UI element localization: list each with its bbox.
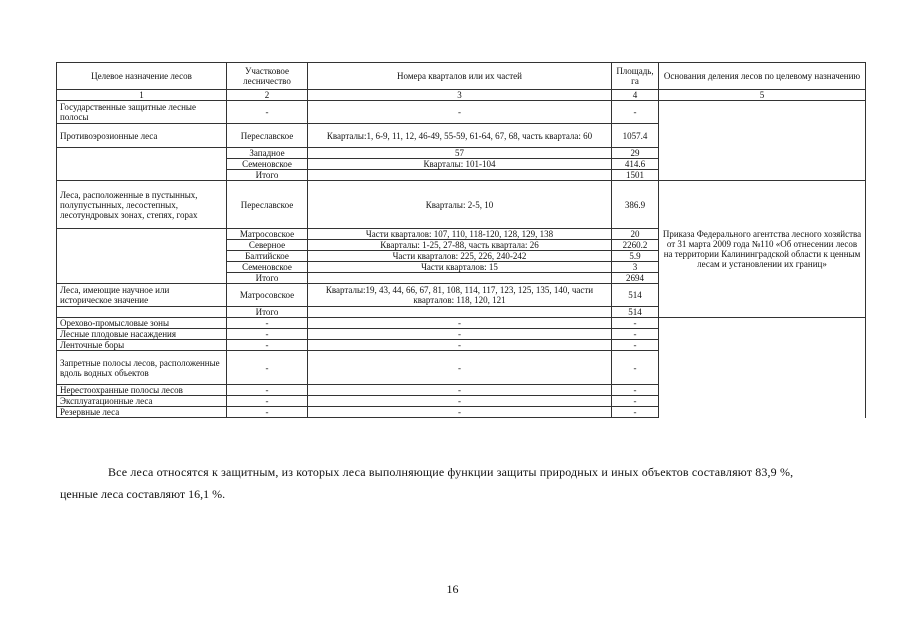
quarters-cell: Кварталы: 2-5, 10	[308, 181, 612, 229]
district-cell: Итого	[227, 307, 308, 318]
header-area: Площадь, га	[612, 63, 659, 90]
district-cell: Западное	[227, 148, 308, 159]
summary-paragraph	[60, 465, 868, 479]
page-number: 16	[446, 582, 459, 596]
header-basis: Основания деления лесов по целевому назначению	[659, 63, 866, 90]
area-cell: 386.9	[612, 181, 659, 229]
quarters-cell: -	[308, 385, 612, 396]
district-cell: -	[227, 351, 308, 385]
table-row	[57, 340, 866, 351]
area-cell: -	[612, 407, 659, 418]
area-cell: 1057.4	[612, 124, 659, 148]
purpose-cell: Государственные защитные лесные полосы	[57, 101, 227, 124]
purpose-cell: Эксплуатационные леса	[57, 396, 227, 407]
quarters-cell: Кварталы:19, 43, 44, 66, 67, 81, 108, 114, 117, 123, 125, 135, 140, части кварталов: 118, 120, 121	[308, 284, 612, 307]
column-number: 4	[612, 90, 659, 101]
district-cell: Балтийское	[227, 251, 308, 262]
district-cell: -	[227, 329, 308, 340]
area-cell: 2694	[612, 273, 659, 284]
quarters-cell-empty	[308, 307, 612, 318]
area-cell: 5.9	[612, 251, 659, 262]
table-row	[57, 318, 866, 329]
purpose-cell-empty	[57, 148, 227, 181]
district-cell: -	[227, 385, 308, 396]
table-row	[57, 101, 866, 124]
area-cell: -	[612, 396, 659, 407]
area-cell: -	[612, 329, 659, 340]
area-cell: -	[612, 351, 659, 385]
header-purpose: Целевое назначение лесов	[57, 63, 227, 90]
table-header-row	[57, 63, 866, 90]
purpose-cell: Лесные плодовые насаждения	[57, 329, 227, 340]
area-cell: 3	[612, 262, 659, 273]
table-row	[57, 396, 866, 407]
quarters-cell: Кварталы: 1-25, 27-88, часть квартала: 26	[308, 240, 612, 251]
quarters-cell: Части кварталов: 15	[308, 262, 612, 273]
purpose-cell: Нерестоохранные полосы лесов	[57, 385, 227, 396]
purpose-cell: Леса, расположенные в пустынных, полупустынных, лесостепных, лесотундровых зонах, степях, горах	[57, 181, 227, 229]
district-cell: Переславское	[227, 181, 308, 229]
purpose-cell: Резервные леса	[57, 407, 227, 418]
purpose-cell: Ленточные боры	[57, 340, 227, 351]
area-cell: 20	[612, 229, 659, 240]
quarters-cell: -	[308, 318, 612, 329]
column-number: 3	[308, 90, 612, 101]
quarters-cell: Части кварталов: 107, 110, 118-120, 128, 129, 138	[308, 229, 612, 240]
area-cell: -	[612, 385, 659, 396]
purpose-cell: Орехово-промысловые зоны	[57, 318, 227, 329]
quarters-cell: -	[308, 340, 612, 351]
quarters-cell: -	[308, 101, 612, 124]
quarters-cell: Кварталы:1, 6-9, 11, 12, 46-49, 55-59, 61-64, 67, 68, часть квартала: 60	[308, 124, 612, 148]
quarters-cell-empty	[308, 170, 612, 181]
district-cell: Итого	[227, 170, 308, 181]
table-row	[57, 181, 866, 229]
summary-paragraph-continued: ценные леса составляют 16,1 %.	[60, 487, 226, 501]
area-cell: -	[612, 101, 659, 124]
quarters-cell: Части кварталов: 225, 226, 240-242	[308, 251, 612, 262]
district-cell: -	[227, 340, 308, 351]
quarters-cell: 57	[308, 148, 612, 159]
district-cell: -	[227, 407, 308, 418]
district-cell: -	[227, 101, 308, 124]
basis-cell-empty	[659, 101, 866, 181]
basis-order-cell: Приказа Федерального агентства лесного хозяйства от 31 марта 2009 года №110 «Об отнесении лесов на территории Калининградской области к ценным лесам и установлении их границ»	[659, 181, 866, 318]
forest-purpose-table	[56, 62, 866, 418]
area-cell: 514	[612, 307, 659, 318]
area-cell: -	[612, 318, 659, 329]
header-quarters: Номера кварталов или их частей	[308, 63, 612, 90]
district-cell: Переславское	[227, 124, 308, 148]
summary-text: Все леса относятся к защитным, из которых леса выполняющие функции защиты природных и иных объектов составляют 83,9 %,	[108, 465, 794, 479]
quarters-cell: -	[308, 329, 612, 340]
area-cell: 514	[612, 284, 659, 307]
district-cell: Семеновское	[227, 262, 308, 273]
district-cell: -	[227, 318, 308, 329]
quarters-cell: Кварталы: 101-104	[308, 159, 612, 170]
area-cell: -	[612, 340, 659, 351]
quarters-cell: -	[308, 396, 612, 407]
header-district: Участковое лесничество	[227, 63, 308, 90]
table-row	[57, 329, 866, 340]
district-cell: Семеновское	[227, 159, 308, 170]
purpose-cell-empty	[57, 307, 227, 318]
column-number: 5	[659, 90, 866, 101]
column-numbers-row	[57, 90, 866, 101]
purpose-cell-empty	[57, 229, 227, 284]
table-row	[57, 407, 866, 418]
column-number: 1	[57, 90, 227, 101]
table-row	[57, 385, 866, 396]
area-cell: 1501	[612, 170, 659, 181]
district-cell: Матросовское	[227, 229, 308, 240]
district-cell: Матросовское	[227, 284, 308, 307]
area-cell: 29	[612, 148, 659, 159]
table-row	[57, 351, 866, 385]
area-cell: 2260.2	[612, 240, 659, 251]
quarters-cell-empty	[308, 273, 612, 284]
quarters-cell: -	[308, 351, 612, 385]
area-cell: 414.6	[612, 159, 659, 170]
quarters-cell: -	[308, 407, 612, 418]
district-cell: -	[227, 396, 308, 407]
purpose-cell: Противоэрозионные леса	[57, 124, 227, 148]
purpose-cell: Леса, имеющие научное или историческое значение	[57, 284, 227, 307]
purpose-cell: Запретные полосы лесов, расположенные вдоль водных объектов	[57, 351, 227, 385]
district-cell: Итого	[227, 273, 308, 284]
district-cell: Северное	[227, 240, 308, 251]
column-number: 2	[227, 90, 308, 101]
